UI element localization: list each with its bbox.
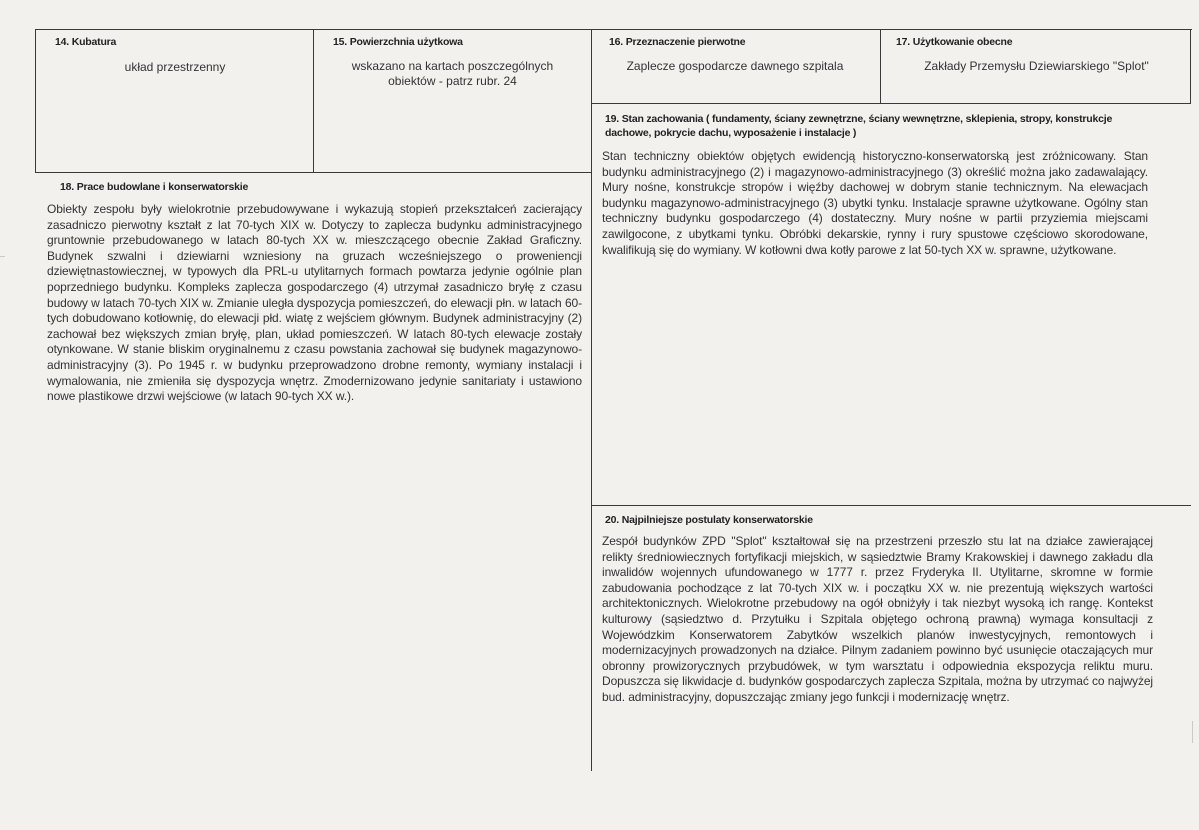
divider-15-16 xyxy=(591,29,592,771)
divider-top-right xyxy=(591,103,1191,104)
field-19-label: 19. Stan zachowania ( fundamenty, ściany zewnętrzne, ściany wewnętrzne, sklepienia, stropy, konstrukcje dachowe, pokrycie dachu, wyposażenie i instalacje ) xyxy=(605,113,1113,139)
field-19-text: Stan techniczny obiektów objętych ewidencją historyczno-konserwatorską jest zróżnicowany. Stan budynku administracyjnego (2) i magazynowo-administracyjnego (3) określić można jako zadawalający. Mury nośne, konstrukcje stropów i więźby dachowej w dobrym stanie technicznym. Na elewacjach budynku magazynowo-administracyjnego (3) ubytki tynku. Instalacje sprawne użytkowane. Ogólny stan techniczny budynku gospodarczego (4) dostateczny. Mury nośne w partii przyziemia miejscami zawilgocone, z ubytkami tynku. Obróbki dekarskie, rynny i rury spustowe częściowo skorodowane, kwalifikują się do wymiany. W kotłowni dwa kotły parowe z lat 50-tych XX w. sprawne, użytkowane. xyxy=(602,149,1148,257)
field-16-label: 16. Przeznaczenie pierwotne xyxy=(609,36,746,48)
scan-edge-mark xyxy=(0,256,5,257)
divider-16-17 xyxy=(880,29,881,103)
left-border xyxy=(35,29,36,172)
top-border xyxy=(35,29,1192,30)
field-16-value: Zaplecze gospodarcze dawnego szpitala xyxy=(626,59,844,73)
scan-edge-mark xyxy=(1192,721,1193,743)
field-18-text: Obiekty zespołu były wielokrotnie przebudowywane i wykazują stopień przekształceń zacierający zasadniczo pierwotny kształt z lat 70-tych XIX w. Dotyczy to zaplecza budynku administracyjnego gruntownie przebudowanego w latach 80-tych XX w. mieszczącego obecnie Zakład Graficzny. Budynek szwalni i dziewiarni wzniesiony na gruzach wcześniejszego o proweniencji dziewiętnastowiecznej, w typowych dla PRL-u utylitarnych formach powtarza jedynie ogólnie plan poprzedniego budynku. Kompleks zaplecza gospodarczego (4) utrzymał zasadniczo bryłę z czasu budowy w latach 70-tych XIX w. Zmianie uległa dyspozycja pomieszczeń, do elewacji płn. w latach 60-tych dobudowano kotłownię, do elewacji płd. wiatę z wejściem głównym. Budynek administracyjny (2) zachował bez większych zmian bryłę, plan, układ pomieszczeń. W latach 80-tych elewacje zostały otynkowane. W stanie bliskim oryginalnemu z czasu powstania zachował się budynek magazynowo-administracyjny (3). Po 1945 r. w budynku przeprowadzono drobne remonty, wymiany instalacji i wymalowania, nie zmieniła się dyspozycja wnętrz. Zmodernizowano jedynie sanitariaty i ustawiono nowe plastikowe drzwi wejściowe (w latach 90-tych XX w.). xyxy=(47,202,582,404)
field-14-value: układ przestrzenny xyxy=(124,60,226,74)
field-18-label: 18. Prace budowlane i konserwatorskie xyxy=(60,181,249,193)
divider-lower-right xyxy=(591,505,1191,506)
divider-14-15 xyxy=(313,29,314,172)
field-14-label: 14. Kubatura xyxy=(55,36,117,48)
field-17-label: 17. Użytkowanie obecne xyxy=(896,36,1013,48)
field-17-value: Zakłady Przemysłu Dziewiarskiego "Splot" xyxy=(924,59,1149,73)
field-20-label: 20. Najpilniejsze postulaty konserwatorskie xyxy=(605,514,813,526)
field-20-text: Zespół budynków ZPD "Splot" kształtował się na przestrzeni przeszło stu lat na działce zawierającej relikty średniowiecznych fortyfikacji miejskich, w sąsiedztwie Bramy Krakowskiej i dawnego zakładu dla inwalidów wojennych ufundowanego w 1777 r. przez Fryderyka II. Utylitarne, skromne w formie zabudowania pochodzące z lat 70-tych XIX w. i początku XX w. nie prezentują większych wartości architektonicznych. Wielokrotne przebudowy na ogół obniżyły i tak niezbyt wysoką ich rangę. Kontekst kulturowy (sąsiedztwo d. Przytułku i Szpitala objętego ochroną prawną) wymaga konsultacji z Wojewódzkim Konserwatorem Zabytków wszelkich planów inwestycyjnych, remontowych i modernizacyjnych prowadzonych na działce. Pilnym zadaniem powinno być usunięcie otaczających mur obronny prowizorycznych przybudówek, w tym warsztatu i odpowiednia ekspozycja reliktu muru. Dopuszcza się likwidacje d. budynków gospodarczych zaplecza Szpitala, można by utrzymać co najwyżej bud. administracyjny, dopuszczając zmiany jego funkcji i modernizację wnętrz. xyxy=(602,534,1153,704)
field-15-value: wskazano na kartach poszczególnych obiektów - patrz rubr. 24 xyxy=(351,59,554,88)
right-border xyxy=(1190,29,1191,103)
divider-upper-left xyxy=(35,172,591,173)
field-15-label: 15. Powierzchnia użytkowa xyxy=(333,36,463,48)
